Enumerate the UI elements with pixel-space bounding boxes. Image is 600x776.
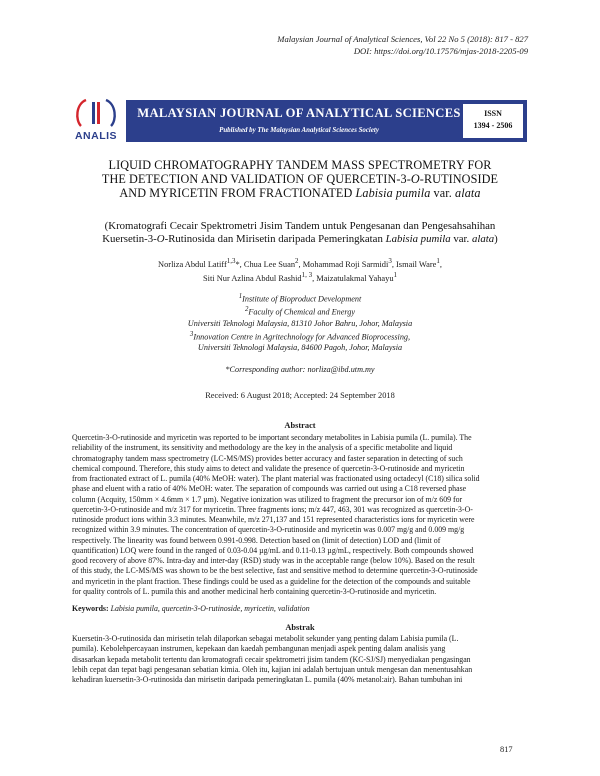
abstrak-line: kehadiran kuersetin-3-O-rutinosida dan mirisetin daripada pemeringkatan L. pumila (40% metanol:air). Bahan tumbuhan ini [72, 675, 463, 684]
author-list [72, 256, 528, 285]
abstract-line: rutinoside product ions within 3.3 minutes. Meanwhile, m/z 271,137 and 151 represented characteristics ions for myricetin were [72, 515, 475, 524]
abstract-line: good recovery of above 87%. Intra-day and inter-day (RSD) study was in the acceptable range (below 10%). Based on the result [72, 556, 475, 565]
corresponding-author: *Corresponding author: norliza@ibd.utm.my [225, 365, 375, 374]
abstract-line: phase and eluent with a ratio of 40% MeOH: water. The separation of compounds was carried out using a C18 reversed phase [72, 484, 467, 494]
abstract-line: chemical compound. Therefore, this study aims to detect and validate the presence of quercetin-3-O-rutinoside and myricetin [72, 463, 465, 473]
affiliations [72, 292, 528, 354]
banner-bar [126, 100, 527, 142]
paper-title [72, 158, 528, 200]
journal-banner [72, 96, 528, 146]
abstract-line: chromatography tandem mass spectrometry (LC-MS/MS) provides better accuracy and faster separation in detecting of such [72, 453, 463, 463]
paper-subtitle [72, 220, 528, 246]
abstrak-line: Kuersetin-3-O-rutinosida dan mirisetin telah dilaporkan sebagai metabolit sekunder yang penting dalam Labisia pumila (L. [72, 634, 459, 643]
publisher-line: Published by The Malaysian Analytical Sciences Society [219, 127, 379, 134]
issn-value: 1394 - 2506 [473, 121, 513, 130]
abstrak-heading: Abstrak [285, 623, 315, 632]
subtitle-line-2: Kuersetin-3-O-Rutinosida dan Mirisetin daripada Pemeringkatan Labisia pumila var. alata) [102, 233, 498, 245]
abstrak-line: disasarkan kepada metabolit tertentu dan kromatografi cecair spektrometri jisim tandem (KC-SJ/SJ) menyediakan pengasingan [72, 654, 471, 664]
affiliation-3: $^3$Innovation Centre in Agritechnology for Advanced Bioprocessing, [189, 330, 411, 342]
abstract-body [72, 433, 528, 597]
abstract-line: respectively. The linearity was found between 0.991-0.998. Detection based on (limit of detection) LOD and (limit of [72, 535, 441, 545]
journal-name: MALAYSIAN JOURNAL OF ANALYTICAL SCIENCES [137, 106, 461, 120]
abstract-line: quantification) LOQ were found in the ranged of 0.03-0.04 µg/mL and 0.11-0.13 µg/mL, respectively. Both compounds showed [72, 545, 474, 555]
keywords-label: Keywords: [72, 604, 109, 613]
keywords-text: Labisia pumila, quercetin-3-O-rutinoside, myricetin, validation [110, 604, 310, 613]
abstract-line: Quercetin-3-O-rutinoside and myricetin was reported to be important secondary metabolites in Labisia pumila (L. pumila). The [72, 433, 472, 442]
abstract-heading: Abstract [284, 421, 316, 430]
analis-logo [72, 96, 120, 146]
issn-box [462, 103, 524, 139]
doi-link[interactable]: DOI: https://doi.org/10.17576/mjas-2018-2205-09 [353, 46, 528, 56]
title-line-2: THE DETECTION AND VALIDATION OF QUERCETIN-3-O-RUTINOSIDE [101, 172, 499, 186]
title-line-3: AND MYRICETIN FROM FRACTIONATED Labisia pumila var. alata [119, 186, 481, 200]
affiliation-2: $^2$Faculty of Chemical and Energy [245, 306, 355, 318]
page-number: 817 [500, 745, 513, 754]
abstract-line: of this study, the LC-MS/MS was shown to be the best selective, fast and sensitive method to determine quercetin-3-O-rutinoside [72, 566, 478, 576]
affiliation-3-address: Universiti Teknologi Malaysia, 84600 Pagoh, Johor, Malaysia [197, 343, 403, 353]
title-line-1: LIQUID CHROMATOGRAPHY TANDEM MASS SPECTROMETRY FOR [108, 158, 492, 172]
abstract-line: for quality controls of L. pumila this and another medicinal herb containing quercetin-3-O-rutinoside and myricetin. [72, 586, 437, 596]
abstract-line: reliability of the instrument, its sensitivity and methodology are the key in the analysis of a specific metabolite and liquid [72, 443, 453, 453]
abstract-line: column (Acquity, 150mm × 4.6mm × 1.7 µm). Negative ionization was utilized to fragment the precursor ion of m/z 609 for [72, 494, 463, 504]
journal-reference: Malaysian Journal of Analytical Sciences, Vol 22 No 5 (2018): 817 - 827 [277, 34, 528, 44]
author-line-2: Siti Nur Azlina Abdul Rashid$^{1, 3}$, Maizatulakmal Yahayu$^1$ [202, 271, 398, 284]
abstrak-line: lebih cepat dan tepat bagi pengesanan sebatian kimia. Oleh itu, kajian ini adalah bertujuan untuk mengesan dan menentusahkan [72, 664, 473, 674]
author-line-1: Norliza Abdul Latiff$^{1,3}$*, Chua Lee Suan$^2$, Mohammad Roji Sarmidi$^3$, Ismail Ware$^1$, [158, 257, 442, 269]
subtitle-line-1: (Kromatografi Cecair Spektrometri Jisim Tandem untuk Pengesanan dan Pengesahsahihan [104, 220, 496, 232]
abstract-line: from fractionated extract of L. pumila (40% MeOH: water). The plant material was fractionated using octadecyl (C18) silica solid [72, 474, 480, 483]
keywords [72, 604, 528, 613]
abstract-line: quercetin-3-O-rutinoside and m/z 317 for myricetin. Three fragments ions; m/z 447, 463, 301 was recognized as quercetin-3-O- [72, 504, 473, 514]
abstrak-body [72, 634, 528, 685]
affiliation-2-address: Universiti Teknologi Malaysia, 81310 Johor Bahru, Johor, Malaysia [187, 318, 413, 328]
logo-text: ANALIS [74, 130, 118, 142]
abstract-line: recognized within 3.9 minutes. The concentration of quercetin-3-O-rutinoside and myricetin was 0.007 mg/g and 0.009 mg/g [72, 525, 465, 535]
received-dates: Received: 6 August 2018; Accepted: 24 September 2018 [205, 391, 395, 400]
affiliation-1: $^1$Institute of Bioproduct Development [238, 293, 362, 304]
abstract-line: and myricetin in the plant fraction. These findings could be used as a guideline for the detection of the compounds and suitable [72, 576, 471, 586]
abstrak-line: pumila). Kebolehpercayaan instrumen, kepekaan dan kaedah pembangunan menjadi aspek penting dalam analisis yang [72, 644, 446, 654]
issn-label: ISSN [484, 109, 502, 118]
